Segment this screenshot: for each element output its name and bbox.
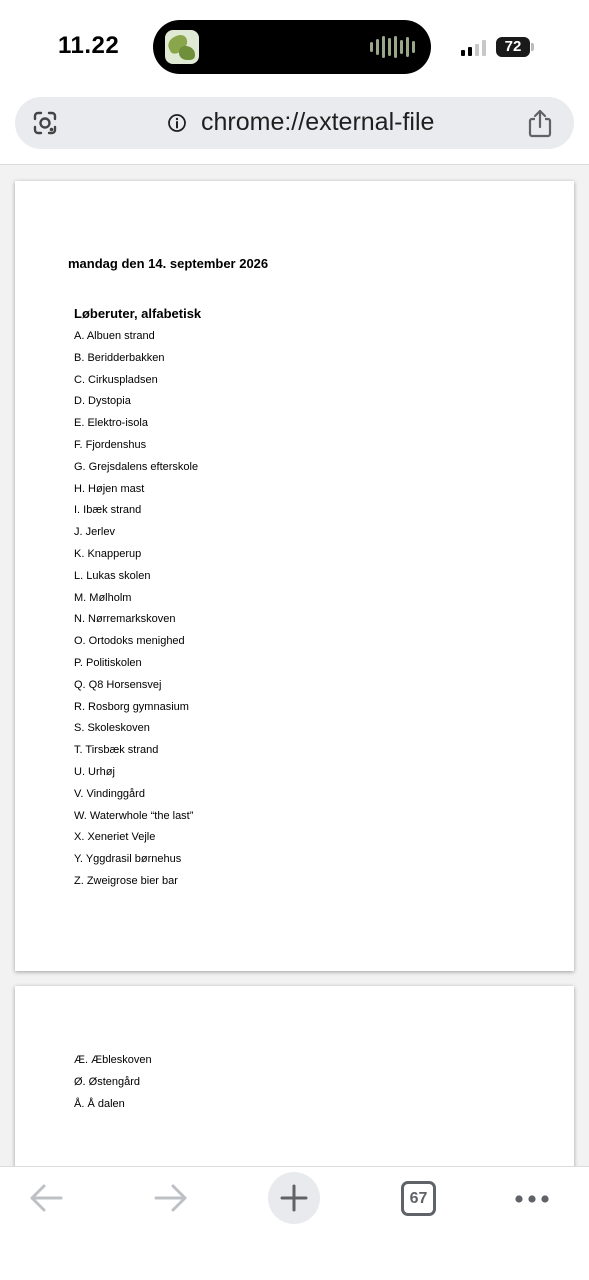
list-item: H. Højen mast [74,482,145,495]
list-item: P. Politiskolen [74,656,142,669]
forward-arrow-icon[interactable] [153,1183,189,1213]
dynamic-island[interactable] [153,20,431,74]
list-item: J. Jerlev [74,526,115,539]
list-item: W. Waterwhole “the last” [74,809,194,822]
list-item: K. Knapperup [74,547,142,560]
status-time: 11.22 [58,32,120,59]
cellular-signal-icon [461,40,486,56]
document-page-1 [15,181,574,971]
back-arrow-icon[interactable] [28,1183,64,1213]
list-item: Ø. Østengård [74,1075,141,1088]
list-item: T. Tirsbæk strand [74,744,159,757]
list-item: E. Elektro-isola [74,417,148,430]
document-page-2 [15,986,574,1166]
list-item: Q. Q8 Horsensvej [74,678,162,691]
list-item: X. Xeneriet Vejle [74,831,156,844]
list-item: Y. Yggdrasil børnehus [74,853,182,866]
document-heading: Løberuter, alfabetisk [74,306,202,321]
list-item: C. Cirkuspladsen [74,373,158,386]
google-lens-icon[interactable] [31,109,59,137]
url-text[interactable]: chrome://external-file [201,108,435,136]
list-item: V. Vindinggård [74,787,145,800]
list-item: I. Ibæk strand [74,504,142,517]
new-tab-button[interactable] [268,1172,320,1224]
list-item: Æ. Æbleskoven [74,1054,152,1066]
document-date: mandag den 14. september 2026 [68,256,269,271]
address-bar[interactable] [15,97,574,149]
list-item: D. Dystopia [74,395,131,408]
plus-icon [280,1184,308,1212]
list-item: Å. Å dalen [74,1097,125,1110]
route-list [74,330,198,897]
list-item: G. Grejsdalens efterskole [74,460,199,473]
list-item: R. Rosborg gymnasium [74,700,189,713]
list-item: A. Albuen strand [74,330,155,342]
route-list-continued [74,1054,152,1119]
list-item: U. Urhøj [74,765,115,778]
list-item: Z. Zweigrose bier bar [74,874,178,887]
list-item: F. Fjordenshus [74,438,147,451]
bottom-toolbar [0,1166,589,1280]
list-item: N. Nørremarkskoven [74,613,176,626]
list-item: O. Ortodoks menighed [74,635,185,648]
list-item: L. Lukas skolen [74,569,151,582]
info-icon[interactable] [167,113,187,133]
more-icon[interactable] [514,1194,550,1204]
status-bar [0,0,589,92]
list-item: B. Beridderbakken [74,351,165,364]
list-item: M. Mølholm [74,591,132,604]
audio-waveform-icon [370,36,415,58]
list-item: S. Skoleskoven [74,722,150,735]
battery-level: 72 [496,37,530,57]
battery-icon [496,37,534,57]
share-icon[interactable] [526,108,554,138]
running-app-icon[interactable] [165,30,199,64]
tab-switcher-button[interactable]: 67 [401,1181,436,1216]
pdf-viewer[interactable] [0,165,589,1166]
